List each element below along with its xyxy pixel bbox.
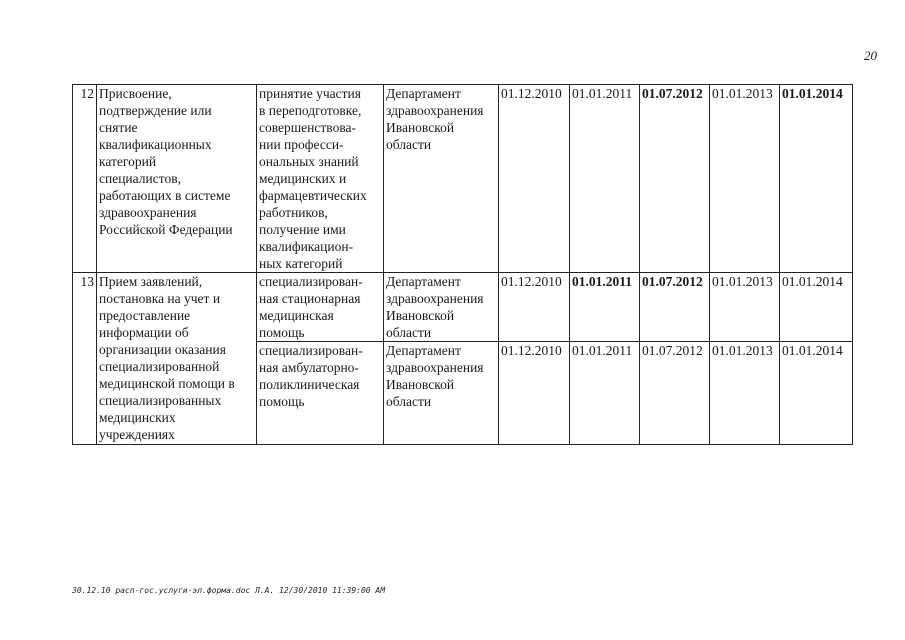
service-type: принятие участия в переподготовке, совершенствова- нии професси- ональных знаний медицинских и фармацевтических работников, получение ими квалификацион- ных категорий [257,85,384,273]
table-row [73,273,853,342]
date-stage-5: 01.01.2014 [780,85,853,273]
row-number: 12 [73,85,97,273]
date-stage-1: 01.12.2010 [499,342,570,445]
department: Департамент здравоохранения Ивановской области [384,342,499,445]
date-stage-3: 01.07.2012 [640,342,710,445]
service-type: специализирован- ная стационарная медицинская помощь [257,273,384,342]
department: Департамент здравоохранения Ивановской области [384,85,499,273]
service-name: Присвоение, подтверждение или снятие квалификационных категорий специалистов, работающих в системе здравоохранения Российской Федерации [97,85,257,273]
date-stage-3: 01.07.2012 [640,273,710,342]
date-stage-1: 01.12.2010 [499,85,570,273]
date-stage-5: 01.01.2014 [780,342,853,445]
date-stage-5: 01.01.2014 [780,273,853,342]
services-table [72,84,853,445]
row-number: 13 [73,273,97,445]
date-stage-4: 01.01.2013 [710,85,780,273]
service-type: специализирован- ная амбулаторно- поликлиническая помощь [257,342,384,445]
date-stage-3: 01.07.2012 [640,85,710,273]
page-number: 20 [864,48,877,63]
date-stage-1: 01.12.2010 [499,273,570,342]
date-stage-2: 01.01.2011 [570,273,640,342]
date-stage-2: 01.01.2011 [570,342,640,445]
service-name: Прием заявлений, постановка на учет и предоставление информации об организации оказания специализированной медицинской помощи в специализированных медицинских учреждениях [97,273,257,445]
table-row [73,85,853,273]
date-stage-2: 01.01.2011 [570,85,640,273]
date-stage-4: 01.01.2013 [710,273,780,342]
document-footer: 30.12.10 расп-гос.услуги-эл.форма.doc Л.А. 12/30/2010 11:39:00 AM [72,586,386,595]
date-stage-4: 01.01.2013 [710,342,780,445]
department: Департамент здравоохранения Ивановской области [384,273,499,342]
